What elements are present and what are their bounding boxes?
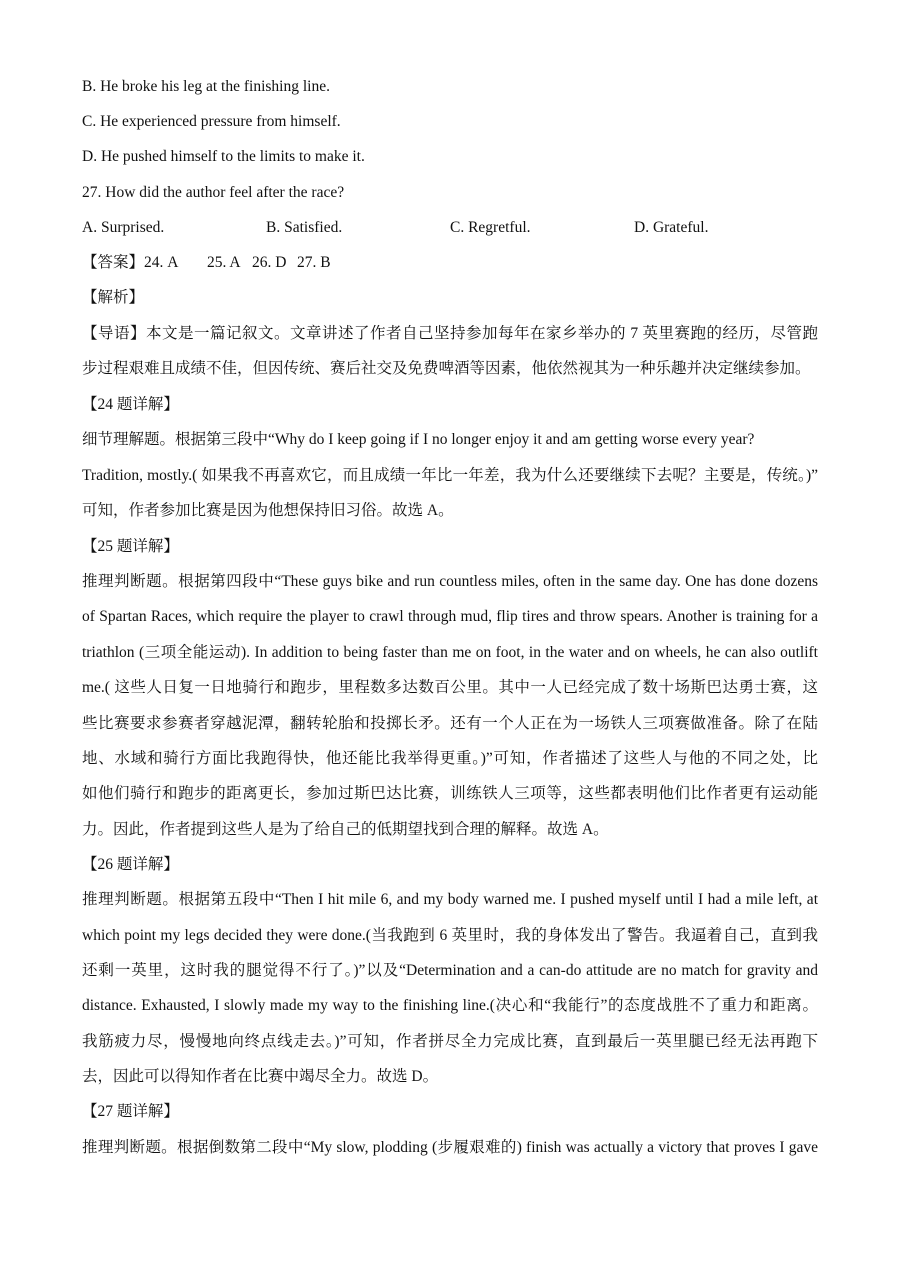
q25-body-line: 推理判断题。根据第四段中“These guys bike and run countless miles, often in the same day. One has done dozens [82, 573, 818, 590]
option-27-a: A. Surprised. [82, 219, 165, 236]
answer-25: 25. A [207, 254, 241, 271]
intro-line: 步过程艰难且成绩不佳，但因传统、赛后社交及免费啤酒等因素，他依然视其为一种乐趣并决定继续参加。 [82, 360, 811, 377]
q26-body-line: 推理判断题。根据第五段中“Then I hit mile 6, and my body warned me. I pushed myself until I had a mile left, at [82, 891, 818, 908]
q25-body-line: of Spartan Races, which require the player to crawl through mud, flip tires and throw spears. Another is training for a [82, 608, 818, 625]
q25-body-line: 些比赛要求参赛者穿越泥潭，翻转轮胎和投掷长矛。还有一个人正在为一场铁人三项赛做准备。除了在陆 [82, 715, 818, 732]
q26-body-line: 去，因此可以得知作者在比赛中竭尽全力。故选 D。 [82, 1068, 439, 1085]
q27-body-line: 推理判断题。根据倒数第二段中“My slow, plodding (步履艰难的) finish was actually a victory that proves I gave [82, 1139, 818, 1156]
option-27-b: B. Satisfied. [266, 219, 343, 236]
q25-body-line: 地、水域和骑行方面比我跑得快，他还能比我举得更重。)”可知，作者描述了这些人与他的不同之处，比 [82, 750, 818, 767]
q26-body-line: which point my legs decided they were done.(当我跑到 6 英里时，我的身体发出了警告。我逼着自己，直到我 [82, 927, 818, 944]
q24-body-line: 细节理解题。根据第三段中“Why do I keep going if I no longer enjoy it and am getting worse every year? [82, 431, 755, 448]
q26-body-line: 还剩一英里，这时我的腿觉得不行了。)”以及“Determination and a can-do attitude are no match for gravity and [82, 962, 818, 979]
answer-line [82, 252, 818, 274]
q24-body-line: 可知，作者参加比赛是因为他想保持旧习俗。故选 A。 [82, 502, 454, 519]
q26-body-line: 我筋疲力尽，慢慢地向终点线走去。)”可知，作者拼尽全力完成比赛，直到最后一英里腿已经无法再跑下 [82, 1033, 818, 1050]
answer-label: 【答案】24. A [82, 254, 179, 271]
option-26-d: D. He pushed himself to the limits to make it. [82, 148, 365, 165]
intro-line: 【导语】本文是一篇记叙文。文章讲述了作者自己坚持参加每年在家乡举办的 7 英里赛跑的经历，尽管跑 [82, 325, 818, 342]
answer-27: 27. B [297, 254, 331, 271]
question-27: 27. How did the author feel after the race? [82, 184, 345, 201]
q25-body-line: 如他们骑行和跑步的距离更长，参加过斯巴达比赛，训练铁人三项等，这些都表明他们比作者更有运动能 [82, 785, 818, 802]
q25-body-line: triathlon (三项全能运动). In addition to being faster than me on foot, in the water and on wheels, he can also outlift [82, 644, 818, 661]
q25-body-line: 力。因此，作者提到这些人是为了给自己的低期望找到合理的解释。故选 A。 [82, 821, 609, 838]
option-27-c: C. Regretful. [450, 219, 531, 236]
q24-heading: 【24 题详解】 [82, 396, 179, 413]
option-26-c: C. He experienced pressure from himself. [82, 113, 341, 130]
q26-heading: 【26 题详解】 [82, 856, 179, 873]
q24-body-line: Tradition, mostly.( 如果我不再喜欢它，而且成绩一年比一年差，我为什么还要继续下去呢？主要是，传统。)” [82, 467, 818, 484]
question-27-options [82, 217, 818, 239]
q25-body-line: me.( 这些人日复一日地骑行和跑步，里程数多达数百公里。其中一人已经完成了数十场斯巴达勇士赛，这 [82, 679, 818, 696]
analysis-heading: 【解析】 [82, 289, 145, 306]
option-26-b: B. He broke his leg at the finishing line. [82, 78, 330, 95]
answer-26: 26. D [252, 254, 287, 271]
q25-heading: 【25 题详解】 [82, 538, 179, 555]
option-27-d: D. Grateful. [634, 219, 709, 236]
q26-body-line: distance. Exhausted, I slowly made my way to the finishing line.(决心和“我能行”的态度战胜不了重力和距离。 [82, 997, 818, 1014]
q27-heading: 【27 题详解】 [82, 1103, 179, 1120]
